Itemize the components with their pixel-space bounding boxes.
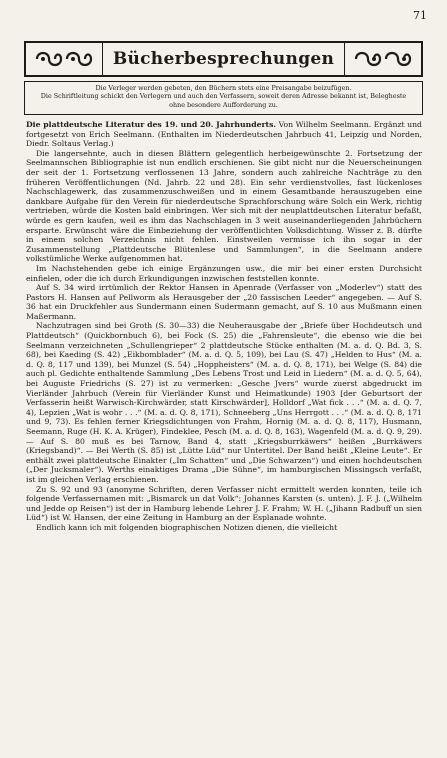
article-paragraph: Im Nachstehenden gebe ich einige Ergänzungen usw., die mir bei einer ersten Durchsicht einfielen, oder die ich durch Erkundigungen inzwischen feststellen konnte.	[26, 263, 422, 283]
decorative-scroll-icon	[33, 47, 95, 71]
article-heading-paragraph	[26, 120, 422, 149]
page-number: 71	[413, 9, 427, 22]
notice-line: Die Verleger werden gebeten, den Büchern stets eine Preisangabe beizufügen.	[95, 84, 352, 92]
decorative-scroll-icon	[352, 47, 414, 71]
article-citation: Von Wilhelm Seelmann. Ergänzt und fortgesetzt von Erich Seelmann. (Enthalten im Niederdeutschen Jahrbuch 41, Leipzig und Norden, Diedr. Soltaus Verlag.)	[26, 120, 422, 149]
editorial-notice	[24, 81, 423, 115]
ornament-right	[344, 43, 421, 75]
section-title: Bücherbesprechungen	[112, 49, 335, 69]
ornament-left	[26, 43, 103, 75]
article-paragraph: Endlich kann ich mit folgenden biographischen Notizen dienen, die vielleicht	[36, 522, 338, 532]
article-paragraph: Auf S. 34 wird irrtümlich der Rektor Hansen in Apenrade (Verfasser von „Moderlev“) statt des Pastors H. Hansen auf Pellworm als Herausgeber der „20 fassischen Leeder“ angegeben. — Auf S. 36 hat ein Druckfehler aus Sundermann einen Sudermann gemacht, auf S. 10 aus Mußmann einen Maßermann.	[26, 283, 422, 321]
article-paragraph: Zu S. 92 und 93 (anonyme Schriften, deren Verfasser nicht ermittelt werden konnten, teile ich folgende Verfassernamen mit: „Bismarck un dat Volk“: Johannes Karsten (s. unten). J. F. J. („Wilhelm und Jedde op Reisen“) ist der in Hamburg lebende Lehrer J. F. Frahm; W. H. („Jihann Radbuff un sien Lüd“) ist W. Hansen, der eine Zeitung in Hamburg an der Esplanade wohnte.	[26, 484, 422, 523]
article-paragraph: Die langersehnte, auch in diesen Blättern gelegentlich herbeigewünschte 2. Fortsetzung der Seelmannschen Bibliographie ist nun endlich erschienen. Sie gibt nicht nur die Neuerscheinungen der seit der 1. Fortsetzung verflossenen 13 Jahre, sondern auch zahlreiche Nachträge zu den früheren Veröffentlichungen (Nd. Jahrb. 22 und 28). Ein sehr verdienstvolles, fast lückenloses Nachschlagewerk, das zusammenzuschweißen und in einem Gesamtbande herauszugeben eine dankbare Aufgabe für den Verein für niederdeutsche Sprachforschung wäre Solch ein Werk, richtig vertrieben, würde die Kosten bald einbringen. Wer sich mit der neuplattdeutschen Literatur befaßt, würde es gern kaufen, weil es ihm das Nachschlagen in 3 weit auseinanderliegenden Jahrbüchern ersparte. Erwünscht wäre die Einbeziehung der veröffentlichten Volksdichtung. Wisser z. B. dürfte in einem solchen Verzeichnis nicht fehlen. Einstweilen vermisse ich ihn sogar in der Zusammenstellung „Plattdeutsche Blütenlese und Sammlungen“, in die Seelmann andere volkstümliche Werke aufgenommen hat.	[26, 148, 422, 264]
notice-line: Die Schriftleitung schickt den Verlegern und auch den Verfassern, soweit deren Adresse bekannt ist, Belegheste ohne besondere Aufforderung zu.	[40, 92, 407, 109]
article-paragraph: Nachzutragen sind bei Groth (S. 30—33) die Neuherausgabe der „Briefe über Hochdeutsch und Plattdeutsch“ (Quickbornbuch 6), bei Fock (S. 25) die „Fahrensleute“, die ebenso wie die bei Seelmann verzeichneten „Schullengrieper“ 2 plattdeutsche Stücke enthalten (M. a. d. Q. Bd. 3, S. 68), bei Kaeding (S. 42) „Eikbomblader“ (M. a. d. Q. 5, 109), bei Lau (S. 47) „Helden to Hus“ (M. a. d. Q. 8, 117 und 139), bei Munzel (S. 54) „Hoppheisters“ (M. a. d. Q. 8, 171), bei Welge (S. 84) die auch pl. Gedichte enthaltende Sammlung „Des Lebens Trost und Leid in Liedern“ (M. a. d. Q. 5, 64), bei Auguste Friedrichs (S. 27) ist zu vermerken: „Gesche Jvers“ wurde zuerst abgedruckt im Vierländer Jahrbuch (Verein für Vierländer Kunst und Heimatkunde) 1903 [der Geburtsort der Verfasserin heißt Warwisch-Kirchwärder, statt Kirschwärder], Holldorf „Wat fick . . .“ (M. a. d. Q. 7, 4), Lepzien „Wat is wohr . . .“ (M. a. d. Q. 8, 171), Schneeberg „Uns Herrgott . . .“ (M. a. d. Q. 8, 171 und 9, 73). Es fehlen ferner Kriegsdichtungen von Frahm, Hornig (M. a. d. Q. 8, 117), Husmann, Seemann, Ruge (H. K. A. Krüger), Findeklee, Pesch (M. a. d. Q. 8, 163), Wagenfeld (M. a. d. Q. 9, 29). — Auf S. 80 muß es bei Tarnow, Band 4, statt „Kriegsburrkäwers“ heißen „Burrkäwers (Kriegsband)“. — Bei Werth (S. 85) ist „Lütte Lüd“ nur Untertitel. Der Band heißt „Kleine Leute“. Er enthält zwei plattdeutsche Einakter („Im Schatten“ und „Die Schwarzen“) und einen hochdeutschen („Der Jucksmaler“). Werths einaktiges Drama „Die Sühne“, im hamburgischen Missingsch verfaßt, ist im gleichen Verlag erschienen.	[26, 321, 422, 484]
article-body	[26, 120, 422, 533]
section-banner	[24, 41, 423, 77]
article-heading: Die plattdeutsche Literatur des 19. und 20. Jahrhunderts.	[26, 120, 277, 129]
